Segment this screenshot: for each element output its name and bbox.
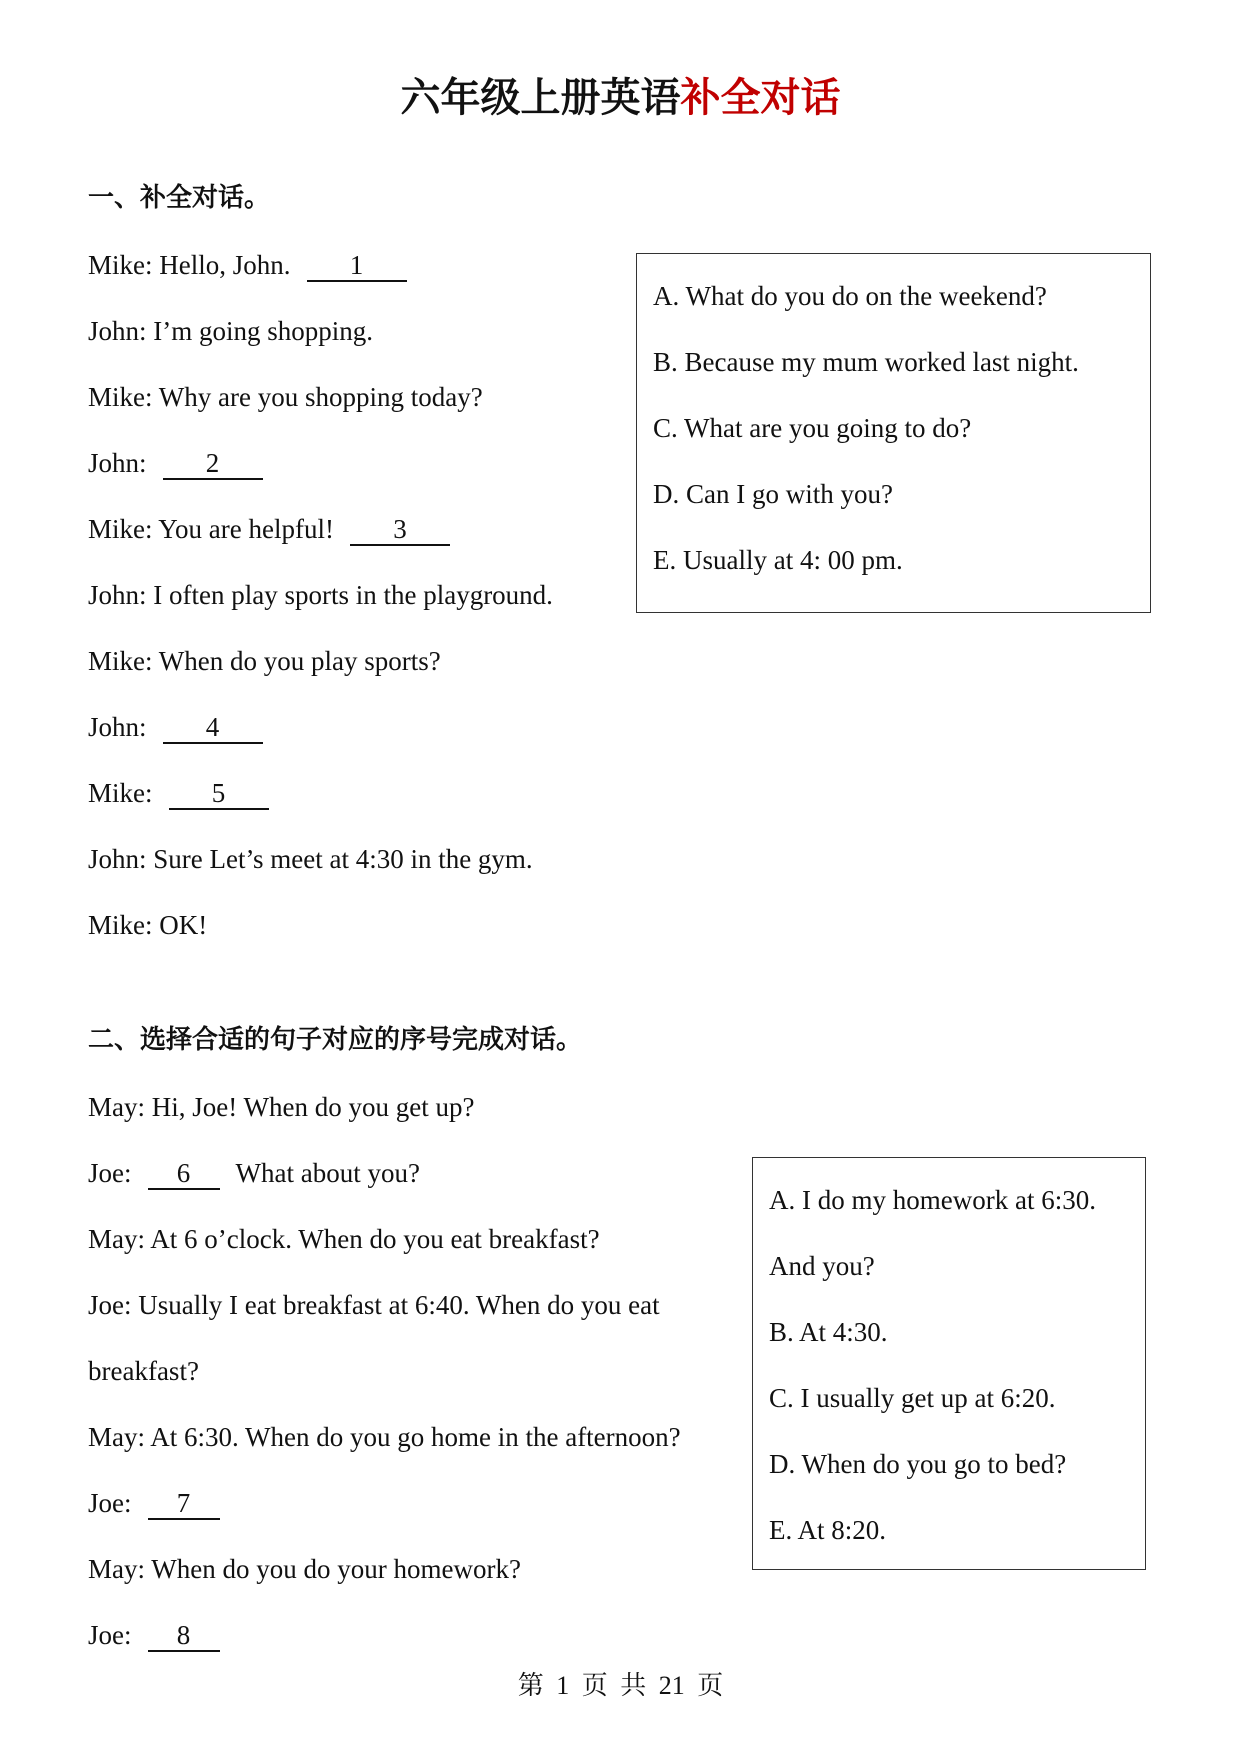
dialogue-line (88, 1287, 660, 1323)
dialogue-text-after: What about you? (235, 1158, 420, 1188)
dialogue-line (88, 1221, 600, 1257)
dialogue-line (88, 1353, 199, 1389)
option-e: E. Usually at 4: 00 pm. (653, 545, 903, 575)
dialogue-text: Mike: When do you play sports? (88, 646, 441, 676)
title-main: 六年级上册英语 (400, 75, 681, 121)
answer-blank-3[interactable]: 3 (350, 514, 450, 546)
dialogue-line (88, 247, 407, 283)
dialogue-text: John: (88, 712, 147, 742)
section2-heading: 二、选择合适的句子对应的序号完成对话。 (88, 1025, 583, 1055)
dialogue-text: John: I’m going shopping. (88, 316, 374, 346)
option-a: A. What do you do on the weekend? (653, 281, 1047, 311)
dialogue-line (88, 1617, 220, 1653)
title-highlight: 补全对话 (680, 75, 841, 121)
answer-blank-4[interactable]: 4 (163, 712, 263, 744)
option-b: B. Because my mum worked last night. (653, 347, 1079, 377)
dialogue-text: Mike: Hello, John. (88, 250, 291, 280)
answer-blank-2[interactable]: 2 (163, 448, 263, 480)
dialogue-line (88, 379, 483, 415)
option-e: E. At 8:20. (769, 1515, 887, 1545)
dialogue-text: May: At 6:30. When do you go home in the afternoon? (88, 1422, 681, 1452)
dialogue-text: May: When do you do your homework? (88, 1554, 521, 1584)
option-d: D. Can I go with you? (653, 479, 893, 509)
page-number: 第 1 页 共 21 页 (517, 1671, 724, 1700)
dialogue-text: Joe: (88, 1158, 132, 1188)
dialogue-line (88, 1419, 681, 1455)
dialogue-text: John: (88, 448, 147, 478)
option-b: B. At 4:30. (769, 1317, 888, 1347)
dialogue-text: Mike: (88, 778, 153, 808)
dialogue-text: Joe: (88, 1488, 132, 1518)
page-title (0, 70, 1241, 126)
options-box-2 (752, 1157, 1146, 1570)
option-c: C. I usually get up at 6:20. (769, 1383, 1056, 1413)
dialogue-line (88, 1155, 420, 1191)
dialogue-line (88, 775, 269, 811)
answer-blank-7[interactable]: 7 (148, 1488, 220, 1520)
dialogue-text: breakfast? (88, 1356, 199, 1386)
dialogue-text: Joe: Usually I eat breakfast at 6:40. When do you eat (88, 1290, 660, 1320)
dialogue-text: Joe: (88, 1620, 132, 1650)
option-d: D. When do you go to bed? (769, 1449, 1067, 1479)
option-c: C. What are you going to do? (653, 413, 972, 443)
dialogue-line (88, 1089, 474, 1125)
section1-heading: 一、补全对话。 (88, 183, 271, 213)
dialogue-text: Mike: You are helpful! (88, 514, 334, 544)
dialogue-line (88, 841, 533, 877)
dialogue-line (88, 313, 373, 349)
answer-blank-8[interactable]: 8 (148, 1620, 220, 1652)
dialogue-line (88, 577, 553, 613)
dialogue-line (88, 709, 263, 745)
answer-blank-6[interactable]: 6 (148, 1158, 220, 1190)
dialogue-line (88, 1485, 220, 1521)
dialogue-line (88, 1551, 521, 1587)
dialogue-text: May: Hi, Joe! When do you get up? (88, 1092, 475, 1122)
dialogue-text: Mike: Why are you shopping today? (88, 382, 483, 412)
options-box-1 (636, 253, 1151, 613)
option-a: A. I do my homework at 6:30. (769, 1185, 1096, 1215)
dialogue-text: John: Sure Let’s meet at 4:30 in the gym. (88, 844, 533, 874)
dialogue-line (88, 511, 450, 547)
dialogue-text: May: At 6 o’clock. When do you eat breakfast? (88, 1224, 600, 1254)
dialogue-line (88, 907, 207, 943)
dialogue-line (88, 643, 441, 679)
dialogue-line (88, 445, 263, 481)
answer-blank-1[interactable]: 1 (307, 250, 407, 282)
dialogue-text: John: I often play sports in the playground. (88, 580, 553, 610)
dialogue-text: Mike: OK! (88, 910, 208, 940)
option-a-continued: And you? (769, 1251, 875, 1281)
answer-blank-5[interactable]: 5 (169, 778, 269, 810)
